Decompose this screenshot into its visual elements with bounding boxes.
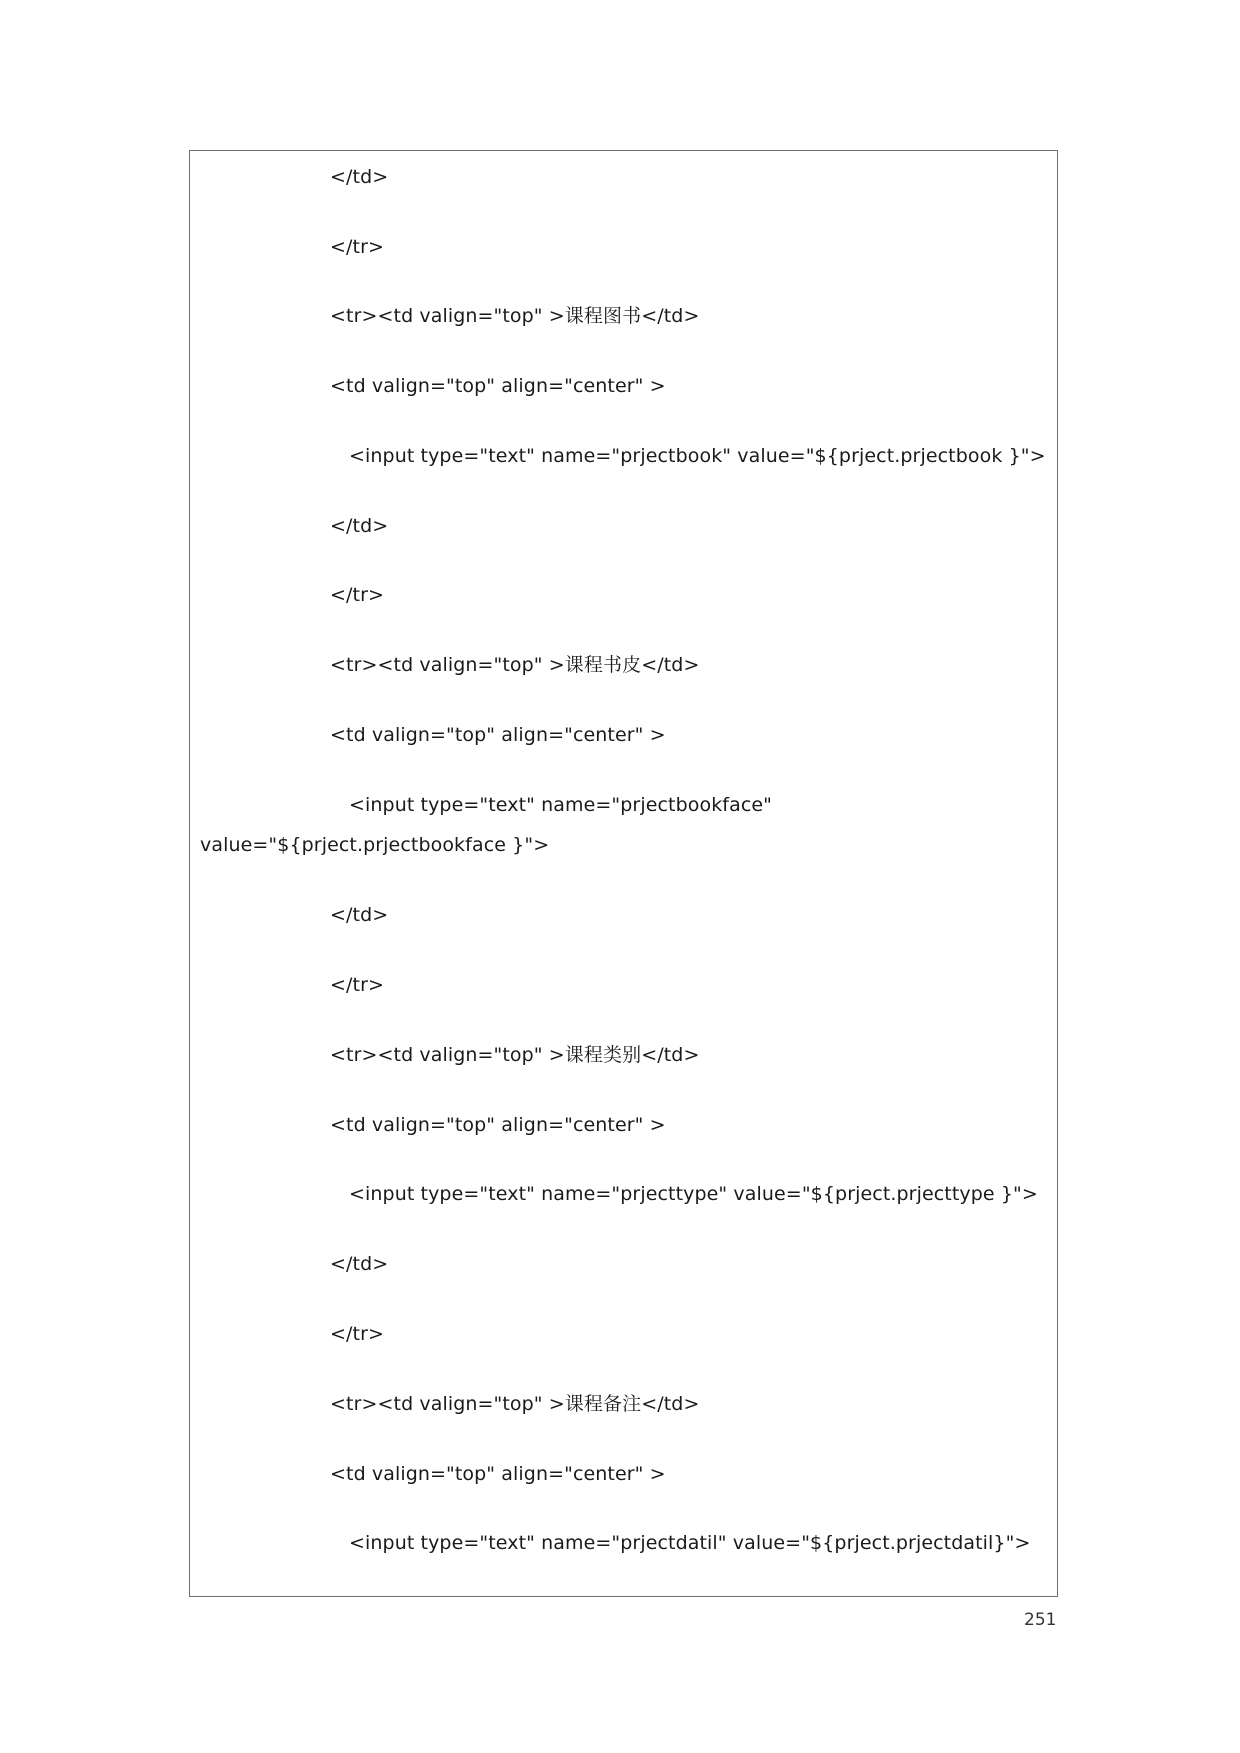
code-line: </td> xyxy=(330,166,389,188)
code-line: </tr> xyxy=(330,584,385,606)
code-line: <tr><td valign="top" >课程备注</td> xyxy=(330,1393,700,1415)
code-listing-frame xyxy=(189,150,1058,1597)
code-line: </td> xyxy=(330,1253,389,1275)
code-line: <tr><td valign="top" >课程类别</td> xyxy=(330,1044,700,1066)
code-line: </td> xyxy=(330,515,389,537)
code-line: value="${prject.prjectbookface }"> xyxy=(200,834,550,856)
code-line: </tr> xyxy=(330,1323,385,1345)
code-line: <input type="text" name="prjectdatil" value="${prject.prjectdatil}"> xyxy=(349,1532,1031,1554)
code-line: <input type="text" name="prjectbook" value="${prject.prjectbook }"> xyxy=(349,445,1046,467)
code-line: <td valign="top" align="center" > xyxy=(330,724,666,746)
code-line: <tr><td valign="top" >课程图书</td> xyxy=(330,305,700,327)
code-line: <td valign="top" align="center" > xyxy=(330,375,666,397)
code-line: <tr><td valign="top" >课程书皮</td> xyxy=(330,654,700,676)
code-line: </tr> xyxy=(330,236,385,258)
code-line: <td valign="top" align="center" > xyxy=(330,1114,666,1136)
code-line: <input type="text" name="prjectbookface" xyxy=(349,794,773,816)
code-line: <td valign="top" align="center" > xyxy=(330,1463,666,1485)
code-line: </td> xyxy=(330,904,389,926)
code-line: </tr> xyxy=(330,974,385,996)
page-number: 251 xyxy=(1024,1610,1057,1630)
code-line: <input type="text" name="prjecttype" value="${prject.prjecttype }"> xyxy=(349,1183,1038,1205)
